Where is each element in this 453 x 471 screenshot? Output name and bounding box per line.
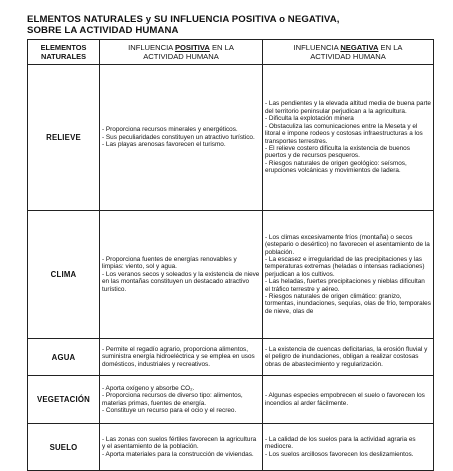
list-item: - Proporciona recursos de diverso tipo: alimentos, materias primas, fuentes de energía. (102, 392, 243, 407)
negative-cell (263, 211, 434, 339)
element-cell: CLIMA (28, 211, 100, 339)
list-item: - La calidad de los suelos para la actividad agraria es mediocre. (265, 435, 416, 451)
list-item: - El relieve costero dificulta la existencia de buenos puertos y de recursos pesqueros. (265, 144, 410, 160)
list-item: - Sus peculiaridades constituyen un atractivo turístico. (102, 133, 255, 141)
list-item: - Obstaculiza las comunicaciones entre la Meseta y el litoral e impone rodeos y costosas infraestructuras a los transportes terrestres. (265, 122, 423, 145)
list-item: - Las playas arenosas favorecen el turismo. (102, 141, 226, 149)
list-item: - Riesgos naturales de origen geológico: seísmos, erupciones volcánicas y movimientos de ladera. (265, 159, 407, 175)
element-cell: AGUA (28, 339, 100, 376)
header-elements-line1: ELEMENTOS (40, 43, 87, 52)
header-negative-pre: INFLUENCIA (293, 43, 341, 52)
header-positive-line2: ACTIVIDAD HUMANA (143, 52, 219, 61)
element-cell: VEGETACIÓN (28, 376, 100, 424)
table-row (28, 211, 434, 339)
table-header-row (28, 40, 434, 65)
header-positive (100, 40, 263, 65)
list-item: - Algunas especies empobrecen el suelo o favorecen los incendios al arder fácilmente. (265, 392, 425, 407)
list-item: - Riesgos naturales de origen climático: granizo, tormentas, inundaciones, sequías, olas de frío, temporales de nieve, olas de (265, 293, 431, 315)
positive-cell (100, 211, 263, 339)
list-item: - La existencia de cuencas deficitarias, la erosión fluvial y el peligro de inundaciones, obligan a realizar costosas obras de abastecimiento y regularización. (265, 345, 428, 368)
table-row (28, 339, 434, 376)
title-line-2: SOBRE LA ACTIVIDAD HUMANA (27, 25, 179, 36)
negative-cell (263, 376, 434, 424)
header-negative-post: EN LA (378, 43, 403, 52)
list-item: - Los climas excesivamente fríos (montaña) o secos (estepario o desértico) no favorecen el asentamiento de la población. (265, 233, 430, 256)
header-negative-key: NEGATIVA (340, 43, 379, 52)
header-positive-pre: INFLUENCIA (128, 43, 175, 52)
document (27, 14, 433, 471)
list-item: - Proporciona fuentes de energías renovables y limpias: viento, sol y agua. (102, 255, 237, 271)
table-row (28, 424, 434, 471)
header-negative-line2: ACTIVIDAD HUMANA (310, 52, 386, 61)
table-row (28, 376, 434, 424)
list-item: - La escasez e irregularidad de las precipitaciones y las temperaturas extremas (heladas o intensas radiaciones) perjudican a los cultivos. (265, 255, 425, 278)
list-item: - Las pendientes y la elevada altitud media de buena parte del territorio peninsular perjudican a la agricultura. (265, 100, 431, 115)
header-negative (263, 40, 434, 65)
element-cell: RELIEVE (28, 65, 100, 211)
positive-cell (100, 65, 263, 211)
header-positive-post: EN LA (209, 43, 234, 52)
list-item: - Dificulta la explotación minera (265, 115, 354, 123)
list-item: - Los suelos arcillosos favorecen los deslizamientos. (265, 450, 414, 458)
positive-cell (100, 424, 263, 471)
header-elements (28, 40, 100, 65)
influence-table (27, 39, 434, 471)
negative-cell (263, 65, 434, 211)
title-line-1: ELMENTOS NATURALES y SU INFLUENCIA POSITIVA o NEGATIVA, (27, 14, 340, 25)
positive-cell (100, 376, 263, 424)
list-item: - Proporciona recursos minerales y energéticos. (102, 126, 238, 134)
list-item: - Las zonas con suelos fértiles favorecen la agricultura y el asentamiento de la población. (102, 435, 257, 451)
list-item: - Las heladas, fuertes precipitaciones y nieblas dificultan el tráfico terrestre y aéreo. (265, 278, 425, 293)
document-title (27, 14, 433, 36)
header-elements-line2: NATURALES (40, 52, 87, 61)
list-item: - Los veranos secos y soleados y la existencia de nieve en las montañas constituyen un destacado atractivo turístico. (102, 270, 260, 293)
table-row (28, 65, 434, 211)
header-negative-line1 (263, 43, 433, 52)
negative-cell (263, 424, 434, 471)
header-positive-key: POSITIVA (174, 43, 210, 52)
list-item: - Aporta materiales para la construcción de viviendas. (102, 450, 254, 458)
element-cell: SUELO (28, 424, 100, 471)
header-positive-line1 (100, 43, 262, 52)
negative-cell (263, 339, 434, 376)
list-item: - Aporta oxígeno y absorbe CO₂. (102, 384, 195, 392)
list-item: - Constituye un recurso para el ocio y el recreo. (102, 406, 237, 414)
list-item: - Permite el regadío agrario, proporciona alimentos, suministra energía hidroeléctrica y se emplea en usos domésticos, industriales y recreativos. (102, 345, 255, 368)
positive-cell (100, 339, 263, 376)
